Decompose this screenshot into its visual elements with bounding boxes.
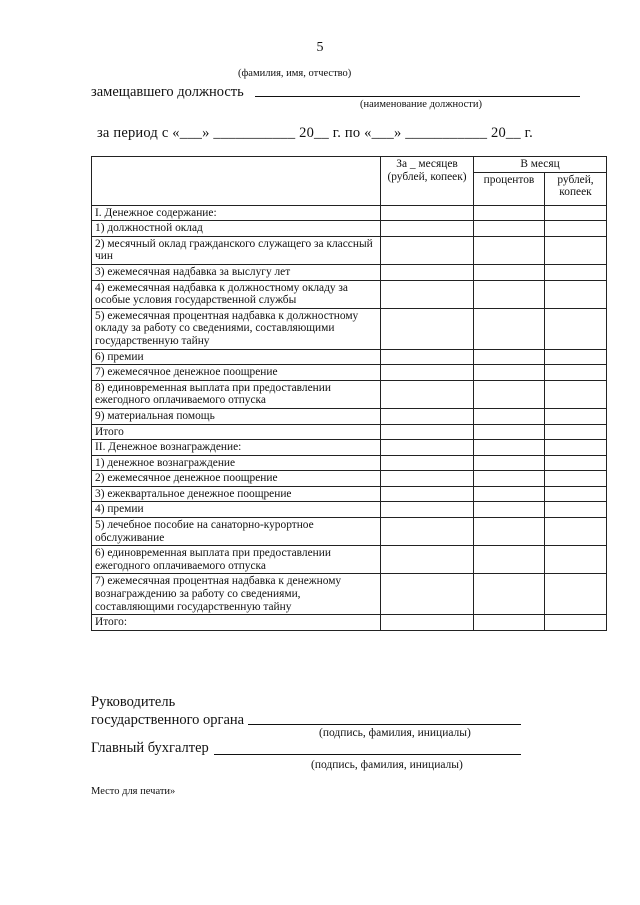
percent-value-cell[interactable]	[474, 471, 545, 487]
header-percent: процентов	[474, 172, 545, 205]
percent-value-cell[interactable]	[474, 502, 545, 518]
months-value-cell[interactable]	[381, 546, 474, 574]
table-row	[92, 574, 607, 615]
rubles-value-cell[interactable]	[545, 615, 607, 631]
row-label-cell	[92, 349, 381, 365]
table-row	[92, 615, 607, 631]
percent-value-cell[interactable]	[474, 236, 545, 264]
replacing-position-label: замещавшего должность	[91, 84, 244, 100]
rubles-value-cell[interactable]	[545, 205, 607, 221]
row-label-cell	[92, 615, 381, 631]
row-label-cell	[92, 236, 381, 264]
header-rubles: рублей, копеек	[545, 172, 607, 205]
row-label-cell	[92, 280, 381, 308]
row-label: 2) ежемесячное денежное поощрение	[95, 472, 278, 485]
rubles-value-cell[interactable]	[545, 349, 607, 365]
months-value-cell[interactable]	[381, 236, 474, 264]
row-label-cell	[92, 408, 381, 424]
row-label: 2) месячный оклад гражданского служащего за классный чин	[95, 237, 373, 263]
row-label-cell	[92, 502, 381, 518]
rubles-value-cell[interactable]	[545, 280, 607, 308]
header-months: За _ месяцев (рублей, копеек)	[381, 157, 474, 206]
months-value-cell[interactable]	[381, 574, 474, 615]
table-row	[92, 502, 607, 518]
months-value-cell[interactable]	[381, 440, 474, 456]
percent-value-cell[interactable]	[474, 349, 545, 365]
rubles-value-cell[interactable]	[545, 455, 607, 471]
position-caption: (наименование должности)	[360, 99, 483, 110]
rubles-value-cell[interactable]	[545, 408, 607, 424]
months-value-cell[interactable]	[381, 264, 474, 280]
rubles-value-cell[interactable]	[545, 471, 607, 487]
row-label: II. Денежное вознаграждение:	[95, 441, 242, 454]
rubles-value-cell[interactable]	[545, 365, 607, 381]
months-value-cell[interactable]	[381, 308, 474, 349]
rubles-value-cell[interactable]	[545, 221, 607, 237]
table-row	[92, 518, 607, 546]
months-value-cell[interactable]	[381, 471, 474, 487]
row-label: Итого	[95, 425, 124, 438]
percent-value-cell[interactable]	[474, 221, 545, 237]
salary-table	[91, 156, 607, 631]
rubles-value-cell[interactable]	[545, 440, 607, 456]
row-label-cell	[92, 440, 381, 456]
months-value-cell[interactable]	[381, 221, 474, 237]
row-label: I. Денежное содержание:	[95, 206, 217, 219]
months-value-cell[interactable]	[381, 380, 474, 408]
percent-value-cell[interactable]	[474, 264, 545, 280]
rubles-value-cell[interactable]	[545, 380, 607, 408]
head-signature-caption: (подпись, фамилия, инициалы)	[319, 727, 471, 739]
table-row	[92, 280, 607, 308]
table-row	[92, 264, 607, 280]
table-row	[92, 486, 607, 502]
table-row	[92, 349, 607, 365]
row-label: 6) единовременная выплата при предоставлении ежегодного оплачиваемого отпуска	[95, 547, 331, 572]
accountant-label: Главный бухгалтер	[91, 740, 209, 756]
months-value-cell[interactable]	[381, 455, 474, 471]
rubles-value-cell[interactable]	[545, 518, 607, 546]
table-row	[92, 455, 607, 471]
months-value-cell[interactable]	[381, 280, 474, 308]
row-label: 9) материальная помощь	[95, 409, 215, 422]
rubles-value-cell[interactable]	[545, 424, 607, 440]
row-label-cell	[92, 365, 381, 381]
row-label-cell	[92, 264, 381, 280]
row-label: 1) должностной оклад	[95, 222, 203, 235]
row-label: 4) ежемесячная надбавка к должностному окладу за особые условия государственной службы	[95, 281, 348, 307]
table-row	[92, 440, 607, 456]
months-value-cell[interactable]	[381, 502, 474, 518]
row-label-cell	[92, 205, 381, 221]
row-label-cell	[92, 574, 381, 615]
row-label-cell	[92, 471, 381, 487]
percent-value-cell[interactable]	[474, 546, 545, 574]
months-value-cell[interactable]	[381, 424, 474, 440]
table-row	[92, 221, 607, 237]
table-row	[92, 236, 607, 264]
percent-value-cell[interactable]	[474, 205, 545, 221]
percent-value-cell[interactable]	[474, 380, 545, 408]
page-number: 5	[316, 40, 324, 55]
rubles-value-cell[interactable]	[545, 486, 607, 502]
table-row	[92, 380, 607, 408]
percent-value-cell[interactable]	[474, 518, 545, 546]
row-label: 4) премии	[95, 503, 144, 516]
rubles-value-cell[interactable]	[545, 308, 607, 349]
rubles-value-cell[interactable]	[545, 264, 607, 280]
months-value-cell[interactable]	[381, 518, 474, 546]
head-signature-line[interactable]	[248, 724, 521, 725]
head-label-line2: государственного органа	[91, 712, 245, 728]
percent-value-cell[interactable]	[474, 574, 545, 615]
table-row	[92, 365, 607, 381]
rubles-value-cell[interactable]	[545, 574, 607, 615]
row-label: Итого:	[95, 616, 127, 629]
percent-value-cell[interactable]	[474, 440, 545, 456]
row-label: 7) ежемесячное денежное поощрение	[95, 366, 278, 379]
row-label: 1) денежное вознаграждение	[95, 456, 236, 469]
percent-value-cell[interactable]	[474, 308, 545, 349]
rubles-value-cell[interactable]	[545, 546, 607, 574]
accountant-signature-line[interactable]	[214, 754, 521, 755]
row-label-cell	[92, 455, 381, 471]
table-row	[92, 408, 607, 424]
rubles-value-cell[interactable]	[545, 502, 607, 518]
percent-value-cell[interactable]	[474, 365, 545, 381]
header-per-month: В месяц	[474, 157, 607, 173]
months-value-cell[interactable]	[381, 408, 474, 424]
row-label: 3) ежеквартальное денежное поощрение	[95, 487, 292, 500]
row-label-cell	[92, 518, 381, 546]
percent-value-cell[interactable]	[474, 455, 545, 471]
months-value-cell[interactable]	[381, 615, 474, 631]
table-row	[92, 424, 607, 440]
rubles-value-cell[interactable]	[545, 236, 607, 264]
percent-value-cell[interactable]	[474, 408, 545, 424]
row-label: 6) премии	[95, 350, 144, 363]
header-item-cell	[92, 157, 381, 206]
table-row	[92, 471, 607, 487]
fio-caption: (фамилия, имя, отчество)	[238, 68, 352, 79]
months-value-cell[interactable]	[381, 365, 474, 381]
row-label: 8) единовременная выплата при предоставлении ежегодного оплачиваемого отпуска	[95, 381, 331, 407]
row-label: 5) ежемесячная процентная надбавка к должностному окладу за работу со сведениями, составляющими государственную тайну	[95, 309, 359, 347]
table-row	[92, 308, 607, 349]
row-label-cell	[92, 546, 381, 574]
head-label-line1: Руководитель	[91, 694, 176, 710]
row-label-cell	[92, 486, 381, 502]
table-row	[92, 205, 607, 221]
row-label-cell	[92, 424, 381, 440]
percent-value-cell[interactable]	[474, 280, 545, 308]
months-value-cell[interactable]	[381, 205, 474, 221]
table-row	[92, 546, 607, 574]
percent-value-cell[interactable]	[474, 424, 545, 440]
percent-value-cell[interactable]	[474, 486, 545, 502]
row-label: 7) ежемесячная процентная надбавка к денежному вознаграждению за работу со сведениями, составляющими государственную тайну	[95, 575, 342, 613]
percent-value-cell[interactable]	[474, 615, 545, 631]
row-label-cell	[92, 221, 381, 237]
position-fill-line[interactable]	[255, 96, 580, 97]
table-header-row	[92, 157, 607, 173]
row-label-cell	[92, 380, 381, 408]
period-text: за период с «___» ___________ 20__ г. по «___» ___________ 20__ г.	[97, 125, 533, 141]
months-value-cell[interactable]	[381, 486, 474, 502]
accountant-signature-caption: (подпись, фамилия, инициалы)	[311, 759, 463, 771]
row-label: 3) ежемесячная надбавка за выслугу лет	[95, 265, 291, 278]
months-value-cell[interactable]	[381, 349, 474, 365]
stamp-place: Место для печати»	[91, 786, 176, 797]
row-label-cell	[92, 308, 381, 349]
row-label: 5) лечебное пособие на санаторно-курортное обслуживание	[95, 519, 314, 544]
